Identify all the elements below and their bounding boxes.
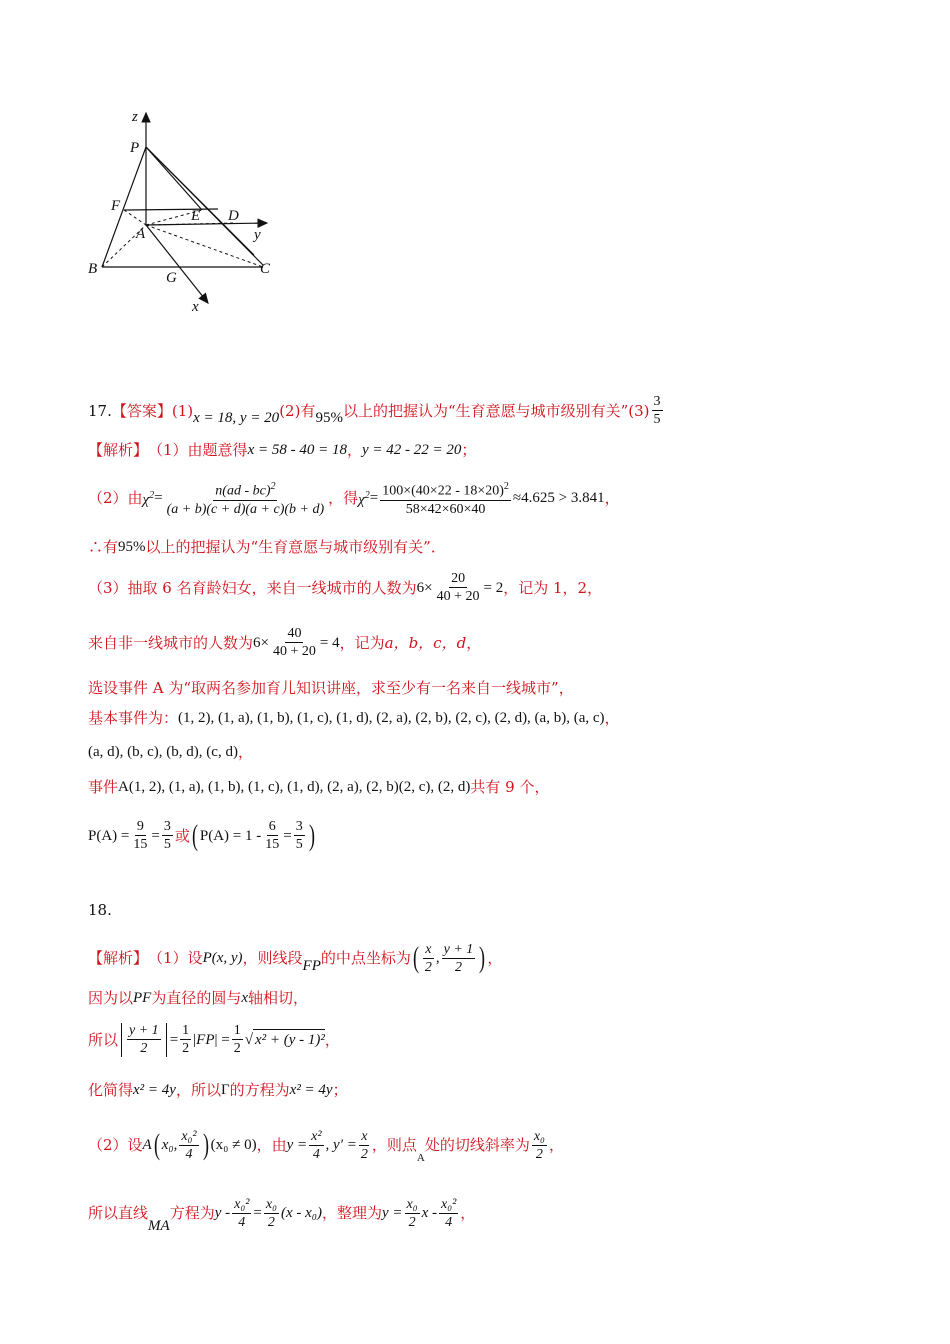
l5-m2: , y′ = [325, 1137, 357, 1153]
q17-part1 [88, 440, 476, 460]
ans3-label: (3) [628, 401, 650, 420]
l4-end: ； [332, 1081, 348, 1099]
p7-a: 基本事件为： [88, 709, 179, 727]
left-paren: ( [191, 818, 198, 852]
l6-m4: x - [421, 1205, 438, 1221]
p5-end: ， [466, 633, 482, 652]
p10-frac4: $\frac{3}{5}$ [295, 819, 303, 852]
l1-b: ，则线段 [242, 949, 303, 967]
l5-cond: (x₀ ≠ 0) [210, 1137, 257, 1153]
l3-end: ， [324, 1030, 340, 1049]
jiexi-tag-18: 【解析】 [88, 949, 149, 967]
label-z: z [132, 109, 138, 125]
p8-m: (a, d), (b, c), (b, d), (c, d) [88, 744, 238, 760]
l2-c: 轴相切， [248, 989, 309, 1007]
q18-line3: 所以 $\frac{y + 1}{2}$ = $\frac{1}{2}$ | FP | = $\frac{1}{2}$ √ x² + (y - 1)² ， [88, 1023, 340, 1056]
label-x: x [192, 299, 199, 315]
p10-frac2: $\frac{3}{5}$ [163, 819, 171, 852]
q17-basic-events-cont [88, 742, 253, 762]
l2-a: 因为以 [88, 989, 134, 1007]
q18-number: 18. [88, 901, 112, 919]
l5-c: ，则点 [371, 1136, 417, 1154]
p3-b: 以上的把握认为“生育意愿与城市级别有关”． [145, 538, 446, 556]
l6-c: ，整理为 [321, 1204, 382, 1222]
l2-x: x [241, 990, 249, 1006]
l6-b: 方程为 [169, 1204, 215, 1222]
label-d: D [228, 208, 239, 224]
l6-frac4: $\frac{\text{x₀²}}{4}$ [441, 1196, 457, 1230]
chi-formula: $\frac{n(ad - bc)^2}{(a + b)(c + d)(a + c)(b + d)}$ [165, 478, 327, 518]
l5-e: 处的切线斜率为 [424, 1136, 530, 1154]
l5-frac1: $\frac{\text{x₀²}}{4}$ [181, 1128, 197, 1162]
l5-b: ，由 [256, 1136, 287, 1154]
ans1-label: (1) [171, 401, 194, 420]
l3-a: 所以 [88, 1030, 119, 1049]
p10-frac1: $\frac{9}{15}$ [133, 819, 148, 852]
l6-m2: (x - x₀) [280, 1205, 322, 1221]
l5-frac2: $\frac{\text{x²}}{4}$ [311, 1128, 322, 1162]
l3-fp: FP [196, 1031, 215, 1048]
q17-number: 17. [88, 401, 112, 420]
l1-fp: FP [302, 958, 321, 974]
p9-m: A(1, 2), (1, a), (1, b), (1, c), (1, d), (2, a), (2, b)(2, c), (2, d) [118, 779, 471, 795]
p2-eq: = [154, 489, 163, 506]
paren-open: ( [412, 941, 419, 974]
l4-m2: x² = 4y [289, 1082, 333, 1098]
p5-frac: $\frac{40}{40 + 20}$ [272, 626, 316, 659]
label-f: F [111, 198, 121, 214]
l6-frac3: $\frac{\text{x₀}}{2}$ [406, 1196, 418, 1230]
q17-answer-line [88, 393, 665, 428]
p9-b: 共有 9 个， [470, 778, 550, 796]
p3-pct: 95% [118, 539, 146, 555]
l1-frac1: $\frac{x}{2}$ [424, 941, 432, 975]
x-axis [146, 225, 208, 303]
chi-symbol: $\chi^2$ [142, 489, 155, 508]
l1-c: 的中点坐标为 [320, 949, 411, 967]
p5-b: ，记为 [339, 633, 385, 652]
p5-vars: a，b，c，d [384, 633, 467, 652]
l6-m3: y = [381, 1205, 403, 1221]
q17-probability [88, 818, 317, 853]
label-c: C [260, 261, 271, 277]
p2-b: ，得 [328, 488, 359, 507]
q17-conclusion [88, 537, 446, 557]
p9-a: 事件 [88, 778, 119, 796]
l6-frac2: $\frac{\text{x₀}}{2}$ [265, 1196, 277, 1230]
label-a: A [136, 226, 146, 242]
l4-gamma: Γ [220, 1082, 230, 1098]
q18-line2 [88, 988, 308, 1008]
label-g: G [166, 270, 177, 286]
l6-frac1: $\frac{\text{x₀²}}{4}$ [234, 1196, 250, 1230]
p7-m: (1, 2), (1, a), (1, b), (1, c), (1, d), (2, a), (2, b), (2, c), (2, d), (a, b), (a, c) [178, 710, 605, 726]
label-p: P [130, 140, 140, 156]
l4-a: 化简得 [88, 1081, 134, 1099]
label-e: E [191, 208, 201, 224]
q17-event-a [88, 777, 550, 797]
geometry-figure [80, 105, 290, 320]
p1-text: （1）由题意得 [148, 441, 248, 459]
l3-frac2: $\frac{1}{2}$ [182, 1023, 190, 1056]
p10-pb: P(A) = 1 - [199, 827, 262, 844]
chi-symbol-2: $\chi^2$ [358, 489, 370, 508]
l5-paren-close: ) [202, 1128, 209, 1161]
p10-eq-2: = [283, 827, 292, 844]
p1-math1: x = 58 - 40 = 18 [247, 442, 347, 458]
l5-A: A [142, 1137, 152, 1153]
paren-close: ) [479, 941, 486, 974]
q18-line4 [88, 1080, 348, 1100]
q18-line1: 【解析】 （1）设 P(x, y) ，则线段 FP 的中点坐标为 ( $\frac{x}{2}$ , $\frac{y + 1}{2}$ ) ， [88, 941, 503, 975]
l5-paren-open: ( [153, 1128, 160, 1161]
q17-basic-events [88, 708, 620, 728]
q17-part2 [88, 478, 620, 518]
p5-a: 来自非一线城市的人数为 [88, 633, 254, 652]
q17-nonfirst [88, 625, 481, 660]
l4-b: ，所以 [175, 1081, 221, 1099]
l6-ma: MA [148, 1218, 170, 1234]
p10-frac3: $\frac{6}{15}$ [265, 819, 280, 852]
l5-a: （2）设 [88, 1136, 143, 1154]
l1-end: ， [487, 949, 503, 967]
chi-value: $\frac{100\times(40\times 22 - 18\times 20)^2}{58\times 42\times 60\times 40}$ [380, 478, 511, 518]
l4-m1: x² = 4y [133, 1082, 176, 1098]
l1-a: （1）设 [148, 949, 203, 967]
p7-end: ， [604, 709, 620, 727]
p4-eq: = 2 [483, 579, 504, 596]
p10-or: 或 [174, 826, 190, 845]
p2-result: ≈4.625 > 3.841 [512, 489, 605, 506]
p2-a: （2）由 [88, 488, 143, 507]
p10-pa: P(A) = [88, 827, 130, 844]
l5-frac3: $\frac{x}{2}$ [360, 1128, 368, 1162]
p2-eq-2: = [369, 489, 379, 506]
p4-b: ，记为 1，2， [503, 578, 603, 597]
l5-m1: y = [286, 1137, 308, 1153]
p10-eq: = [151, 827, 160, 844]
p1-math2: y = 42 - 22 = 20 [361, 442, 462, 458]
q18-line5: （2）设 A ( x₀ , $\frac{\text{x₀²}}{4}$ ) (x₀ ≠ 0) ，由 y = $\frac{\text{x²}}{4}$ , y′ = $\frac{x}{2}$ ，则点 A 处的切线斜率为 $\frac{\text{x₀}}{2}$ ， [88, 1122, 564, 1168]
right-paren: ) [308, 818, 315, 852]
l5-end: ， [548, 1136, 564, 1154]
q17-part3 [88, 570, 602, 605]
q17-event-def: 选设事件 A 为“取两名参加育儿知识讲座，求至少有一名来自一线城市”， [88, 679, 574, 697]
p1-end: ； [461, 441, 477, 459]
p5-m: 6× [253, 634, 269, 651]
l2-b: 为直径的圆与 [151, 989, 242, 1007]
l1-frac2: $\frac{y + 1}{2}$ [443, 941, 474, 975]
l6-m1: y - [214, 1205, 231, 1221]
l3-frac1: $\frac{y + 1}{2}$ [129, 1023, 159, 1056]
p4-a: （3）抽取 6 名育龄妇女，来自一线城市的人数为 [88, 578, 417, 597]
l5-pt: A [416, 1152, 425, 1164]
p5-eq: = 4 [319, 634, 340, 651]
answer-tag: 【答案】 [111, 401, 172, 420]
l3-frac3: $\frac{1}{2}$ [233, 1023, 241, 1056]
l2-pf: PF [133, 990, 152, 1006]
label-y: y [254, 227, 261, 243]
l6-a: 所以直线 [88, 1204, 149, 1222]
ans1-math: x = 18, y = 20 [193, 409, 280, 426]
p4-frac: $\frac{20}{40 + 20}$ [436, 571, 480, 604]
p8-end: ， [237, 743, 253, 761]
ans2-text: 以上的把握认为“生育意愿与城市级别有关” [342, 401, 629, 420]
l6-end: ， [460, 1204, 476, 1222]
q18-line6 [88, 1190, 475, 1236]
label-b: B [88, 261, 98, 277]
l5-x0: x₀ [161, 1137, 174, 1153]
ans2-pct: 95% [315, 409, 343, 426]
p3-a: ∴有 [88, 538, 119, 556]
p2-end: ， [604, 488, 620, 507]
l1-m: P(x, y) [202, 950, 243, 966]
p4-m: 6× [416, 579, 433, 596]
jiexi-tag: 【解析】 [88, 441, 149, 459]
l4-c: 的方程为 [229, 1081, 290, 1099]
l5-frac4: $\frac{\text{x₀}}{2}$ [533, 1128, 545, 1162]
p1-sep: ， [346, 441, 362, 459]
l6-eq: = [253, 1205, 262, 1221]
ans3-frac: $\frac{3}{5}$ [653, 394, 661, 427]
ans2-label: (2)有 [279, 401, 316, 420]
l3-sqrt: x² + (y - 1)² [253, 1029, 325, 1050]
